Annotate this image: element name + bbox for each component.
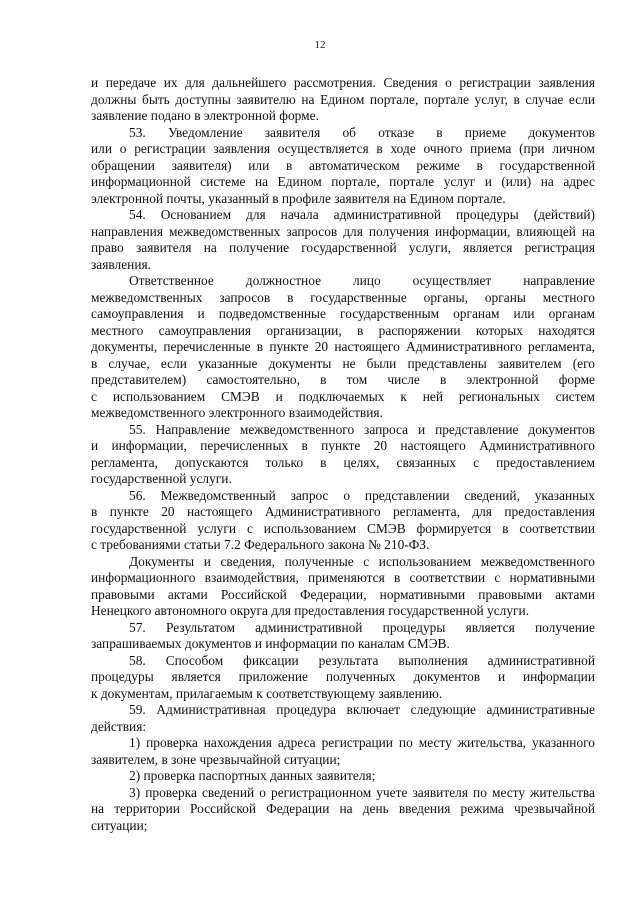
text-line: самоуправления и подведомственные государственным органам или органам: [91, 306, 595, 321]
text-line: 1) проверка нахождения адреса регистрации по месту жительства, указанного: [129, 735, 595, 750]
text-line: или о регистрации заявления осуществляется в ходе очного приема (при личном: [91, 141, 595, 156]
text-line: право заявителя на получение государственной услуги, является регистрация: [91, 240, 595, 255]
text-line: должны быть доступны заявителю на Едином портале, портале услуг, в случае если: [91, 91, 595, 107]
text-line: 57. Результатом административной процедуры является получение: [129, 619, 595, 635]
text-line: и передаче их для дальнейшего рассмотрения. Сведения о регистрации заявления: [91, 75, 595, 90]
text-line: 59. Административная процедура включает следующие административные: [129, 702, 595, 717]
text-line: направления межведомственных запросов для получения информации, влияющей на: [91, 223, 595, 239]
text-line: Ответственное должностное лицо осуществляет направление: [129, 273, 595, 288]
page-number: 12: [314, 39, 326, 51]
text-line: действия:: [91, 718, 147, 734]
text-line: запрашиваемых документов и информации по каналам СМЭВ.: [91, 636, 450, 651]
text-line: 3) проверка сведений о регистрационном учете заявителя по месту жительства: [129, 784, 595, 800]
text-line: информационного взаимодействия, применяются в соответствии с нормативными: [91, 570, 595, 585]
text-line: межведомственного электронного взаимодействия.: [91, 405, 383, 420]
text-line: и информации, перечисленных в пункте 20 настоящего Административного: [91, 438, 595, 453]
text-line: электронной почты, указанный в профиле заявителя на Едином портале.: [91, 190, 506, 206]
text-line: в случае, если указанные документы не были представлены заявителем (его: [91, 355, 595, 371]
text-line: заявителем, в зоне чрезвычайной ситуации;: [91, 751, 341, 767]
text-line: Документы и сведения, полученные с использованием межведомственного: [129, 553, 595, 569]
text-line: 56. Межведомственный запрос о представлении сведений, указанных: [129, 487, 595, 503]
text-line: регламента, допускаются только в целях, связанных с предоставлением: [91, 454, 595, 470]
text-line: 54. Основанием для начала административной процедуры (действий): [129, 207, 595, 222]
text-line: представителем) самостоятельно, в том числе в электронной форме: [91, 372, 595, 387]
text-line: 2) проверка паспортных данных заявителя;: [129, 768, 376, 783]
text-line: информационной системе на Едином портале, портале услуг и (или) на адрес: [91, 174, 595, 189]
text-line: документы, перечисленные в пункте 20 настоящего Административного регламента,: [91, 339, 595, 354]
text-line: государственной услуги с использованием СМЭВ формируется в соответствии: [91, 520, 595, 536]
text-line: Ненецкого автономного округа для предоставления государственной услуги.: [91, 603, 530, 618]
text-line: процедуры является приложение полученных документов и информации: [91, 669, 595, 684]
text-line: ситуации;: [91, 817, 148, 833]
text-line: 55. Направление межведомственного запроса и представление документов: [129, 421, 595, 437]
text-line: заявления.: [91, 256, 152, 272]
text-line: на территории Российской Федерации на день введения режима чрезвычайной: [91, 801, 595, 816]
text-line: обращении заявителя) или в автоматическом режиме в государственной: [91, 157, 595, 173]
document-body: [91, 75, 595, 834]
text-line: 53. Уведомление заявителя об отказе в приеме документов: [129, 124, 595, 140]
text-line: правовыми актами Российской Федерации, нормативными правовыми актами: [91, 586, 595, 602]
text-line: к документам, прилагаемым к соответствующему заявлению.: [91, 685, 443, 701]
text-line: с требованиями статьи 7.2 Федерального закона № 210-ФЗ.: [91, 537, 430, 552]
text-line: 58. Способом фиксации результата выполнения административной: [129, 652, 595, 668]
text-line: государственной услуги.: [91, 471, 232, 486]
text-line: местного самоуправления организации, в распоряжении которых находятся: [91, 322, 595, 338]
text-line: в пункте 20 настоящего Административного регламента, для предоставления: [91, 504, 595, 519]
text-line: с использованием СМЭВ и подключаемых к ней региональных систем: [91, 388, 595, 404]
text-line: межведомственных запросов в государственные органы, органы местного: [91, 289, 595, 305]
text-line: заявление подано в электронной форме.: [91, 108, 319, 123]
